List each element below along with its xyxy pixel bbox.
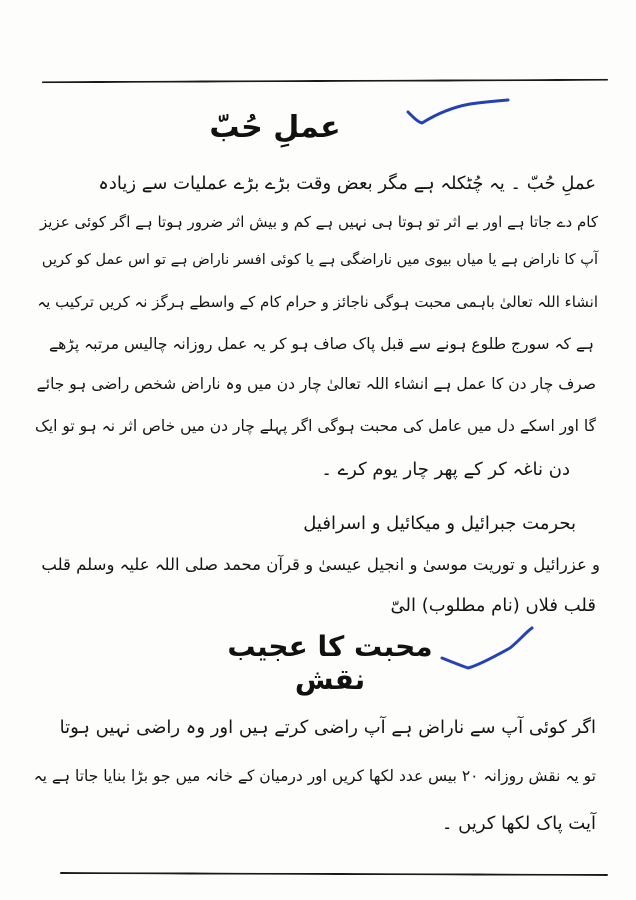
bottom-rule — [60, 872, 608, 876]
blue-checkmark-1 — [404, 88, 514, 128]
blue-checkmark-2 — [436, 622, 546, 672]
dua-line-3: قلب فلاں (نام مطلوب) الیّ — [390, 595, 596, 616]
section-1-line-4: انشاء اللہ تعالیٰ باہمی محبت ہوگی ناجائز و حرام کام کے واسطے ہرگز نہ کریں ترکیب یہ — [37, 293, 598, 311]
section-2-line-2: تو یہ نقش روزانہ ۲۰ بیس عدد لکھا کریں اور درمیان کے خانہ میں جو بڑا بنایا جاتا ہے یہ — [33, 767, 596, 785]
section-1-line-3: آپ کا ناراض ہے یا میاں بیوی میں ناراضگی ہے یا کوئی افسر ناراض ہے تو اس عمل کو کریں — [41, 252, 598, 268]
section-1-line-5: ہے کہ سورج طلوع ہونے سے قبل پاک صاف ہو کر یہ عمل روزانہ چالیس مرتبہ پڑھے — [49, 335, 594, 353]
heading-muhabbat-ka-ajeeb-naqsh: محبت کا عجیب نقش — [227, 630, 433, 696]
dua-line-1: بحرمت جبرائیل و میکائیل و اسرافیل — [303, 513, 576, 534]
section-2-line-1: اگر کوئی آپ سے ناراض ہے آپ راضی کرتے ہیں اور وہ راضی نہیں ہوتا — [59, 717, 596, 738]
section-1-line-1: عملِ حُبّ ۔ یہ چُٹکلہ ہے مگر بعض وقت بڑے بڑے عملیات سے زیادہ — [98, 173, 596, 194]
top-rule — [42, 79, 608, 83]
section-1-line-6: صرف چار دن کا عمل ہے انشاء اللہ تعالیٰ چار دن میں وہ ناراض شخص راضی ہو جائے — [36, 375, 596, 393]
section-1-line-7: گا اور اسکے دل میں عامل کی محبت ہوگی اگر پہلے چار دن میں خاص اثر نہ ہو تو ایک — [35, 417, 596, 435]
section-2-line-3: آیت پاک لکھا کریں ۔ — [441, 813, 596, 834]
section-1-line-8: دن ناغہ کر کے پھر چار یوم کرے ۔ — [321, 459, 570, 480]
section-1-line-2: کام دے جاتا ہے اور بے اثر تو ہوتا ہی نہیں ہے کم و بیش اثر ضرور ہوتا ہے اگر کوئی عزیز — [40, 213, 598, 231]
dua-line-2: و عزرائیل و توریت موسیٰ و انجیل عیسیٰ و قرآن محمد صلی اللہ علیہ وسلم قلب — [41, 555, 600, 574]
heading-amal-e-hubb: عملِ حُبّ — [209, 110, 341, 145]
